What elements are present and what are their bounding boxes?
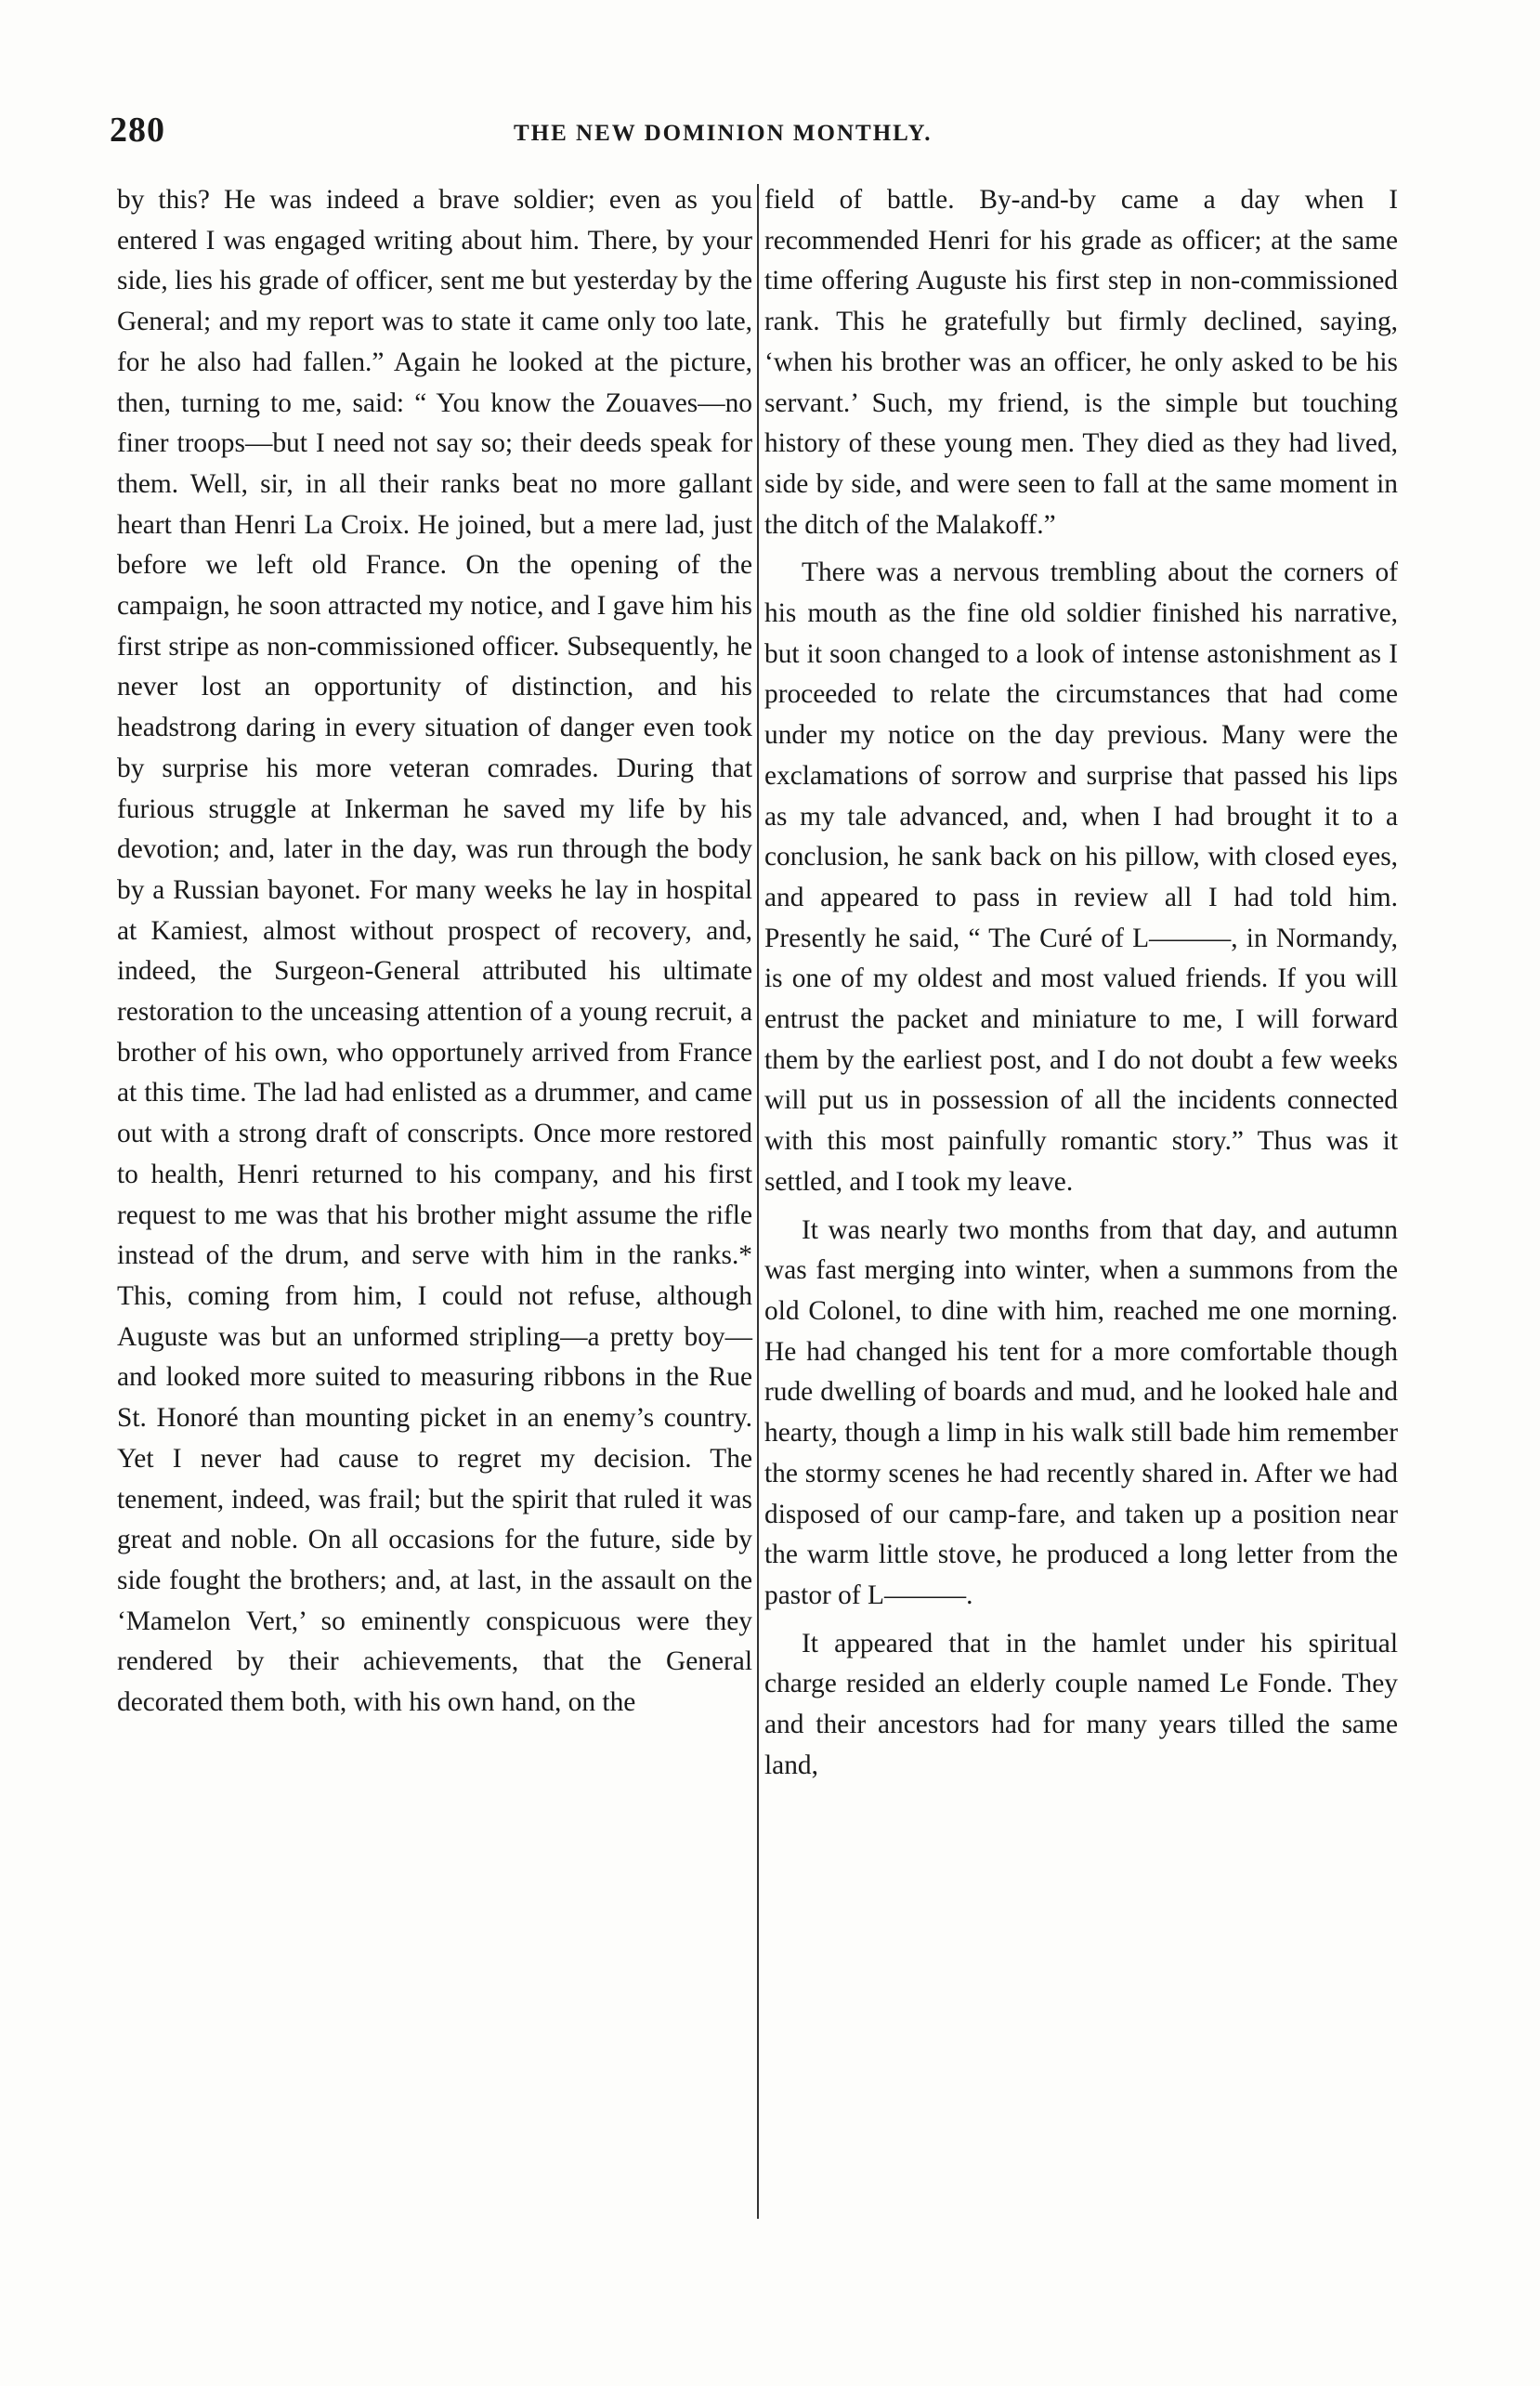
right-column	[764, 180, 1398, 1786]
paragraph: There was a nervous trembling about the corners of his mouth as the fine old soldier finished his narrative, but it soon changed to a look of intense astonishment as I proceeded to relate the circumstances that had come under my notice on the day previous. Many were the exclamations of sorrow and surprise that passed his lips as my tale advanced, and, when I had brought it to a conclusion, he sank back on his pillow, with closed eyes, and appeared to pass in review all I had told him. Presently he said, “ The Curé of L———, in Normandy, is one of my oldest and most valued friends. If you will entrust the packet and miniature to me, I will forward them by the earliest post, and I do not doubt a few weeks will put us in possession of all the incidents connected with this most painfully romantic story.” Thus was it settled, and I took my leave.	[764, 557, 1398, 1197]
page-number: 280	[110, 111, 165, 150]
paragraph: It appeared that in the hamlet under his spiritual charge resided an elderly couple named Le Fonde. They and their ancestors had for many years tilled the same land,	[764, 1628, 1398, 1780]
paragraph: by this? He was indeed a brave soldier; even as you entered I was engaged writing about him. There, by your side, lies his grade of officer, sent me but yesterday by the General; and my report was to state it came only too late, for he also had fallen.” Again he looked at the picture, then, turning to me, said: “ You know the Zouaves—no finer troops—but I need not say so; their deeds speak for them. Well, sir, in all their ranks beat no more gallant heart than Henri La Croix. He joined, but a mere lad, just before we left old France. On the opening of the campaign, he soon attracted my notice, and I gave him his first stripe as non-commissioned officer. Subsequently, he never lost an opportunity of distinction, and his headstrong daring in every situation of danger even took by surprise his more veteran comrades. During that furious struggle at Inkerman he saved my life by his devotion; and, later in the day, was run through the body by a Russian bayonet. For many weeks he lay in hospital at Kamiest, almost without prospect of recovery, and, indeed, the Surgeon-General attributed his ultimate restoration to the unceasing attention of a young recruit, a brother of his own, who opportunely arrived from France at this time. The lad had enlisted as a drummer, and came out with a strong draft of conscripts. Once more restored to health, Henri returned to his company, and his first request to me was that his brother might assume the rifle instead of the drum, and serve with him in the ranks.* This, coming from him, I could not refuse, although Auguste was but an unformed stripling—a pretty boy—and looked more suited to measuring ribbons in the Rue St. Honoré than mounting picket in an enemy’s country. Yet I never had cause to regret my decision. The tenement, indeed, was frail; but the spirit that ruled it was great and noble. On all occasions for the future, side by side fought the brothers; and, at last, in the assault on the ‘Mamelon Vert,’ so eminently conspicuous were they rendered by their achievements, that the General decorated them both, with his own hand, on the	[117, 185, 752, 1718]
left-column	[117, 180, 752, 1724]
paragraph: It was nearly two months from that day, and autumn was fast merging into winter, when a summons from the old Colonel, to dine with him, reached me one morning. He had changed his tent for a more comfortable though rude dwelling of boards and mud, and he looked hale and hearty, though a limp in his walk still bade him remember the stormy scenes he had recently shared in. After we had disposed of our camp-fare, and taken up a position near the warm little stove, he produced a long letter from the pastor of L———.	[764, 1214, 1398, 1610]
journal-title: THE NEW DOMINION MONTHLY.	[514, 121, 933, 146]
running-head	[110, 110, 1410, 156]
paragraph: field of battle. By-and-by came a day when I recommended Henri for his grade as officer; at the same time offering Auguste his first step in non-commissioned rank. This he gratefully but firmly declined, saying, ‘when his brother was an officer, he only asked to be his servant.’ Such, my friend, is the simple but touching history of these young men. They died as they had lived, side by side, and were seen to fall at the same moment in the ditch of the Malakoff.”	[764, 185, 1398, 540]
column-divider	[757, 184, 759, 2219]
